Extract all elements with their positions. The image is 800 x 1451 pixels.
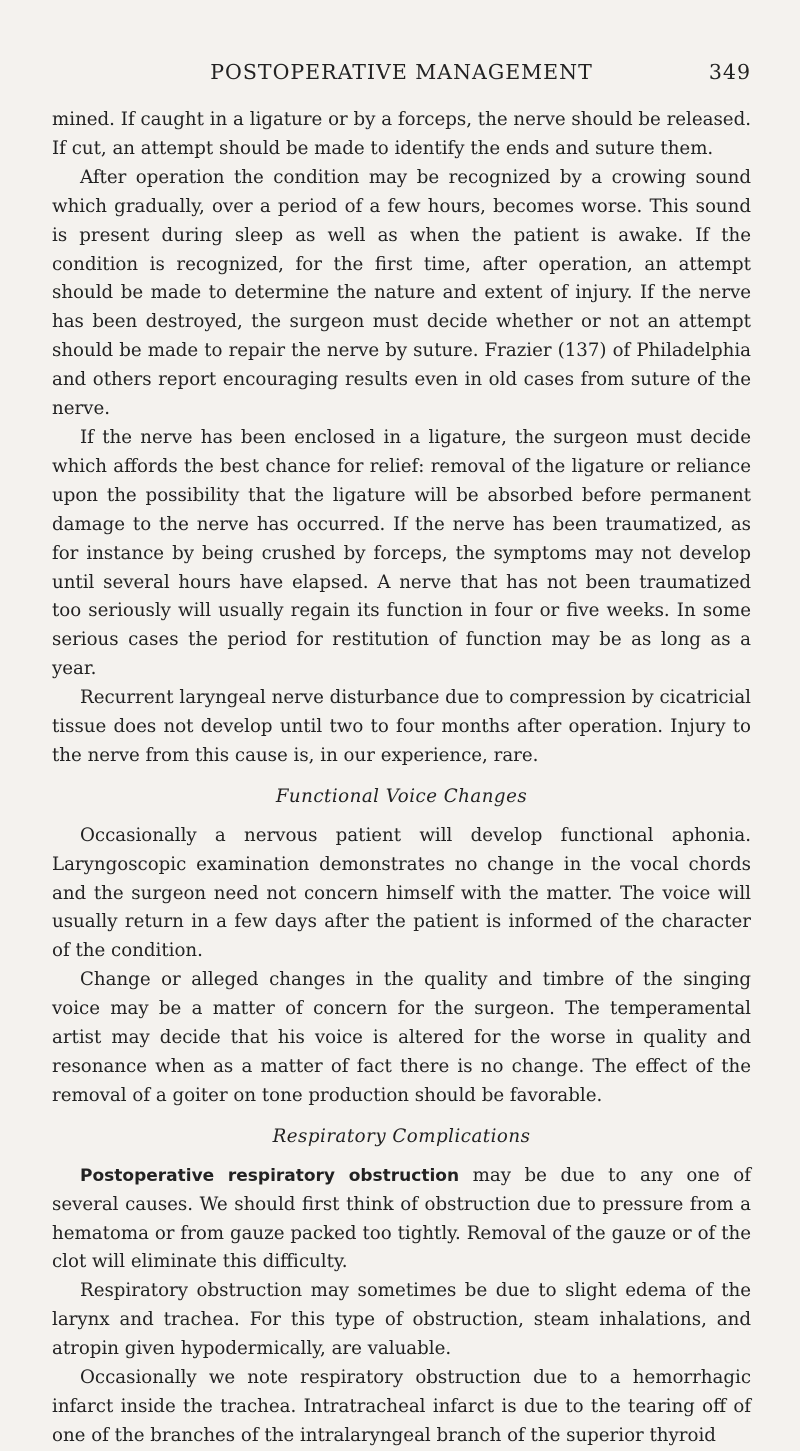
heading-respiratory-complications: Respiratory Complications xyxy=(272,1125,531,1147)
paragraph-9: Occasionally we note respiratory obstruction due to a hemorrhagic infarct inside the trachea. Intratracheal infarct is due to the tearing off of one of the branches of the intralaryngeal branch of the superior thyroid xyxy=(52,1367,751,1446)
body-text xyxy=(52,106,751,1451)
paragraph-8: Respiratory obstruction may sometimes be due to slight edema of the larynx and trachea. For this type of obstruction, steam inhalations, and atropin given hypodermically, are valuable. xyxy=(52,1280,751,1360)
page-number: 349 xyxy=(708,60,751,84)
paragraph-5: Occasionally a nervous patient will develop functional aphonia. Laryngoscopic examination demonstrates no change in the vocal chords and the surgeon need not concern himself with the matter. The voice will usually return in a few days after the patient is informed of the character of the condition. xyxy=(52,824,751,962)
paragraph-7-lead: Postoperative respiratory obstruction xyxy=(80,1165,460,1186)
paragraph-3: If the nerve has been enclosed in a ligature, the surgeon must decide which affords the best chance for relief: removal of the ligature or reliance upon the possibility that the ligature will be absorbed before permanent damage to the nerve has occurred. If the nerve has been traumatized, as for instance by being crushed by forceps, the symptoms may not develop until several hours have elapsed. A nerve that has not been traumatized too seriously will usually regain its function in four or five weeks. In some serious cases the period for restitution of function may be as long as a year. xyxy=(52,426,751,680)
paragraph-7 xyxy=(52,1162,751,1278)
paragraph-6: Change or alleged changes in the quality and timbre of the singing voice may be a matter of concern for the surgeon. The temperamental artist may decide that his voice is altered for the worse in quality and resonance when as a matter of fact there is no change. The effect of the removal of a goiter on tone production should be favorable. xyxy=(52,969,751,1106)
paragraph-4: Recurrent laryngeal nerve disturbance due to compression by cicatricial tissue does not develop until two to four months after operation. Injury to the nerve from this cause is, in our experience, rare. xyxy=(52,687,751,766)
running-title: POSTOPERATIVE MANAGEMENT xyxy=(210,60,593,84)
heading-functional-voice-changes: Functional Voice Changes xyxy=(275,785,528,807)
running-head xyxy=(52,60,751,88)
paragraph-2: After operation the condition may be recognized by a crowing sound which gradually, over a period of a few hours, becomes worse. This sound is present during sleep as well as when the patient is awake. If the condition is recognized, for the first time, after operation, an attempt should be made to determine the nature and extent of injury. If the nerve has been destroyed, the surgeon must decide whether or not an attempt should be made to repair the nerve by suture. Frazier (137) of Philadelphia and others report encouraging results even in old cases from suture of the nerve. xyxy=(52,166,751,420)
paragraph-7-rest: may be due to any one of several causes. We should first think of obstruction due to pressure from a hematoma or from gauze packed too tightly. Removal of the gauze or of the clot will eliminate this difficulty. xyxy=(52,1164,751,1273)
paragraph-1: mined. If caught in a ligature or by a forceps, the nerve should be released. If cut, an attempt should be made to identify the ends and suture them. xyxy=(52,109,751,159)
